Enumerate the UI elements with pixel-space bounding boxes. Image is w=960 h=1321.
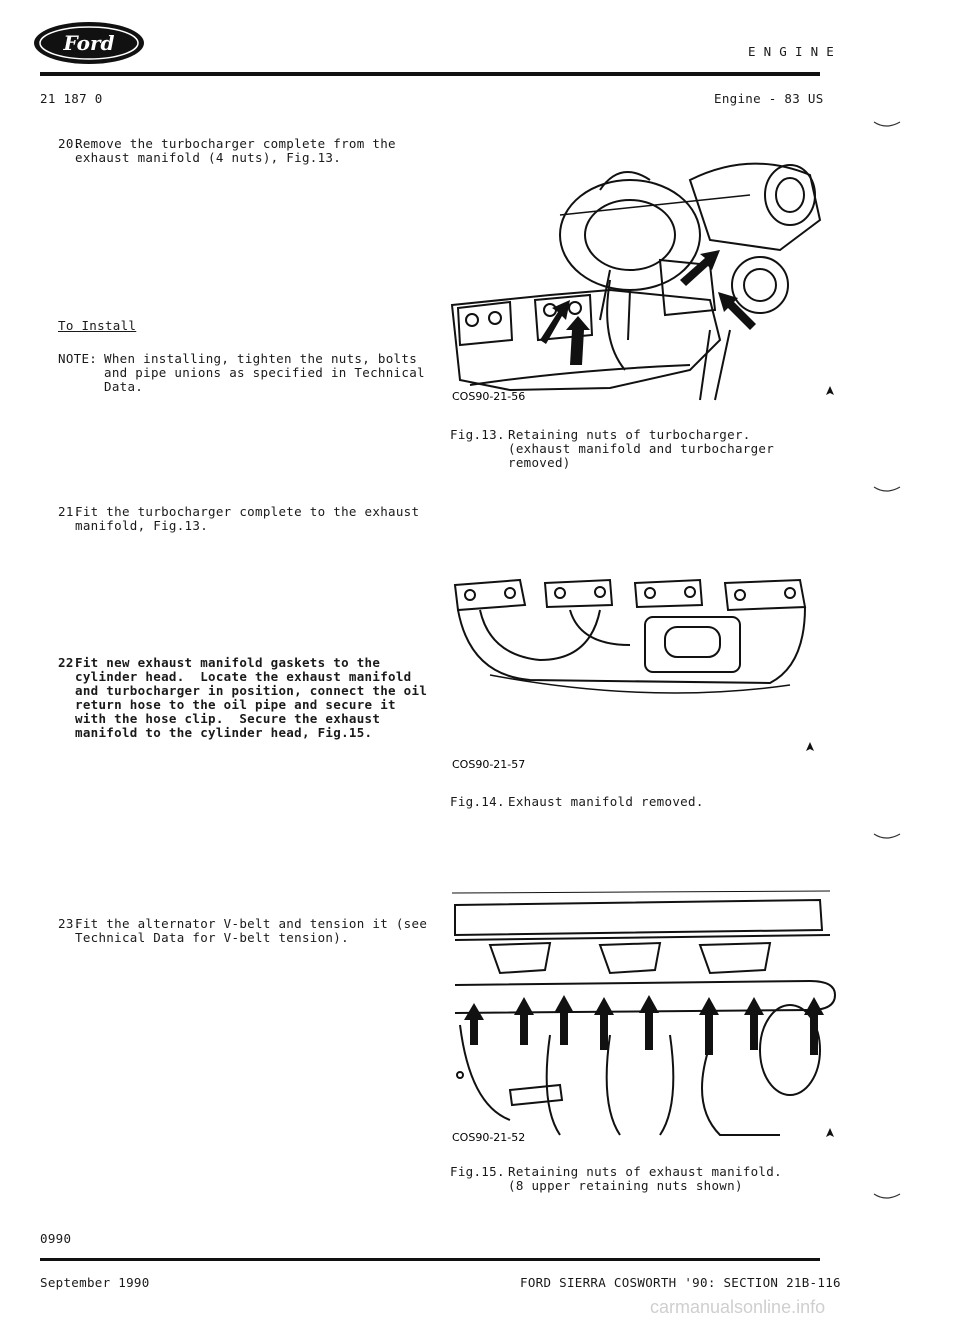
figure-caption: Exhaust manifold removed.: [508, 794, 704, 809]
step-text: Fit the alternator V-belt and tension it (see Technical Data for V-belt tension).: [75, 916, 428, 945]
figure-code: COS90-21-52: [452, 1131, 526, 1144]
figure-label: Fig.13.: [450, 427, 505, 442]
watermark: carmanualsonline.info: [650, 1297, 826, 1317]
ford-logo: [32, 20, 146, 66]
step-text: Fit new exhaust manifold gaskets to the cylinder head. Locate the exhaust manifold and turbocharger in position, connect the oil return hose to the oil pipe and secure it with the hose clip. Secure the exhaust manifold to the cylinder head, Fig.15.: [75, 655, 428, 740]
ford-logo-text: Ford: [63, 31, 115, 55]
header-rule: [40, 72, 820, 76]
margin-mark: [872, 485, 902, 497]
step-20: [58, 137, 418, 179]
figure-caption: Retaining nuts of exhaust manifold. (8 upper retaining nuts shown): [508, 1164, 782, 1193]
section-title: E N G I N E: [748, 44, 835, 59]
step-text: Remove the turbocharger complete from the exhaust manifold (4 nuts), Fig.13.: [75, 136, 396, 165]
figure-label: Fig.14.: [450, 794, 505, 809]
note-label: NOTE:: [58, 351, 98, 366]
figure-code: COS90-21-56: [452, 390, 526, 403]
doc-number: 21 187 0: [40, 91, 103, 106]
fig14-exhaust-manifold-illustration: [450, 565, 840, 775]
step-number: 23.: [58, 916, 82, 931]
footer-title: FORD SIERRA COSWORTH '90: SECTION 21B-116: [520, 1275, 841, 1290]
fig13-caption: [450, 428, 830, 470]
step-number: 21.: [58, 504, 82, 519]
step-number: 22.: [58, 655, 82, 670]
footer-code: 0990: [40, 1231, 72, 1246]
install-heading: To Install: [58, 318, 137, 333]
figure-caption: Retaining nuts of turbocharger. (exhaust manifold and turbocharger removed): [508, 427, 775, 470]
step-22: [58, 655, 428, 740]
step-23: [58, 916, 428, 959]
margin-mark: [872, 1192, 902, 1204]
step-21: [58, 505, 418, 547]
margin-mark: [872, 832, 902, 844]
step-number: 20.: [58, 136, 82, 151]
step-text: Fit the turbocharger complete to the exhaust manifold, Fig.13.: [75, 504, 420, 533]
footer-date: September 1990: [40, 1275, 150, 1290]
fig15-exhaust-manifold-nuts-illustration: [450, 885, 840, 1145]
figure-code: COS90-21-57: [452, 758, 526, 771]
footer-rule: [40, 1258, 820, 1261]
page-reference: Engine - 83 US: [714, 91, 824, 106]
fig13-turbocharger-illustration: [450, 140, 840, 405]
fig14-caption: [450, 795, 830, 837]
fig15-caption: [450, 1165, 830, 1207]
install-note: [58, 351, 425, 394]
note-text: When installing, tighten the nuts, bolts and pipe unions as specified in Technical Data.: [104, 351, 425, 394]
margin-mark: [872, 120, 902, 132]
figure-label: Fig.15.: [450, 1164, 505, 1179]
